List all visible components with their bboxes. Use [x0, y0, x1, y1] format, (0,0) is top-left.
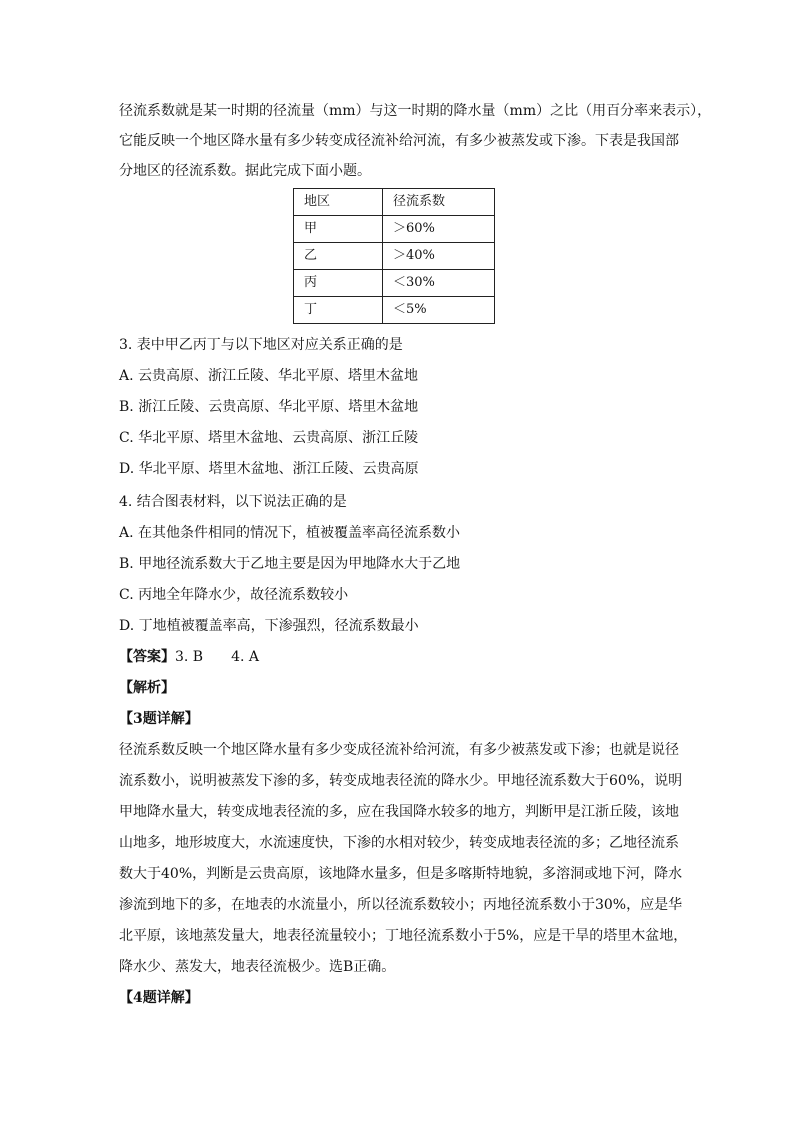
- table-cell-coefficient: ＞40%: [383, 243, 495, 270]
- intro-paragraph: [119, 96, 712, 186]
- detail-line: 甲地降水量大，转变成地表径流的多，应在我国降水较多的地方，判断甲是江浙丘陵，该地: [119, 804, 679, 820]
- option-a: A. 云贵高原、浙江丘陵、华北平原、塔里木盆地: [119, 368, 419, 384]
- table-cell-region: 甲: [294, 216, 383, 243]
- table-header-region: 地区: [294, 189, 383, 216]
- option-d: D. 华北平原、塔里木盆地、浙江丘陵、云贵高原: [119, 461, 419, 477]
- intro-line: 分地区的径流系数。据此完成下面小题。: [119, 163, 371, 179]
- runoff-coefficient-table: [293, 188, 495, 324]
- detail-line: 数大于40%，判断是云贵高原，该地降水量多，但是多喀斯特地貌，多溶洞或地下河，降水: [119, 866, 683, 882]
- table-header-row: [294, 189, 495, 216]
- table-cell-coefficient: ＜5%: [383, 297, 495, 324]
- detail-line: 山地多，地形坡度大，水流速度快，下渗的水相对较少，转变成地表径流的多；乙地径流系: [119, 835, 679, 851]
- question-stem: 4. 结合图表材料，以下说法正确的是: [119, 494, 347, 510]
- table-row: [294, 243, 495, 270]
- detail-line: 径流系数反映一个地区降水量有多少变成径流补给河流，有多少被蒸发或下渗；也就是说径: [119, 742, 679, 758]
- option-c: C. 华北平原、塔里木盆地、云贵高原、浙江丘陵: [119, 430, 419, 446]
- document-page: [119, 96, 712, 1014]
- analysis-label: 【解析】: [119, 680, 175, 696]
- detail-4-label: 【4题详解】: [119, 990, 199, 1006]
- detail-line: 流系数小，说明被蒸发下渗的多，转变成地表径流的降水少。甲地径流系数大于60%，说明: [119, 773, 683, 789]
- intro-line: 它能反映一个地区降水量有多少转变成径流补给河流，有多少被蒸发或下渗。下表是我国部: [119, 133, 679, 149]
- answer-label: 【答案】: [119, 649, 175, 665]
- table-header-coefficient: 径流系数: [383, 189, 495, 216]
- answer-3: 3. B: [175, 649, 204, 665]
- detail-3-label: 【3题详解】: [119, 711, 199, 727]
- option-d: D. 丁地植被覆盖率高，下渗强烈，径流系数最小: [119, 618, 419, 634]
- detail-line: 北平原，该地蒸发量大，地表径流量较小；丁地径流系数小于5%，应是干旱的塔里木盆地，: [119, 928, 688, 944]
- question-3: [119, 330, 677, 485]
- answer-section: [119, 642, 677, 735]
- table-cell-region: 丁: [294, 297, 383, 324]
- option-a: A. 在其他条件相同的情况下，植被覆盖率高径流系数小: [119, 525, 461, 541]
- table-cell-region: 丙: [294, 270, 383, 297]
- detail-3-paragraph: [119, 735, 688, 983]
- option-b: B. 浙江丘陵、云贵高原、华北平原、塔里木盆地: [119, 399, 419, 415]
- table-row: [294, 216, 495, 243]
- intro-line: 径流系数就是某一时期的径流量（mm）与这一时期的降水量（mm）之比（用百分率来表示），: [119, 103, 712, 119]
- answer-line: [119, 642, 677, 673]
- table-cell-coefficient: ＜30%: [383, 270, 495, 297]
- option-b: B. 甲地径流系数大于乙地主要是因为甲地降水大于乙地: [119, 556, 461, 572]
- question-stem: 3. 表中甲乙丙丁与以下地区对应关系正确的是: [119, 337, 403, 353]
- detail-line: 降水少、蒸发大，地表径流极少。选B正确。: [119, 959, 396, 975]
- answer-4: 4. A: [231, 649, 260, 665]
- table-row: [294, 297, 495, 324]
- detail-line: 渗流到地下的多，在地表的水流量小，所以径流系数较小；丙地径流系数小于30%，应是华: [119, 897, 683, 913]
- table-cell-coefficient: ＞60%: [383, 216, 495, 243]
- table-row: [294, 270, 495, 297]
- table-cell-region: 乙: [294, 243, 383, 270]
- question-4: [119, 487, 677, 642]
- option-c: C. 丙地全年降水少，故径流系数较小: [119, 587, 349, 603]
